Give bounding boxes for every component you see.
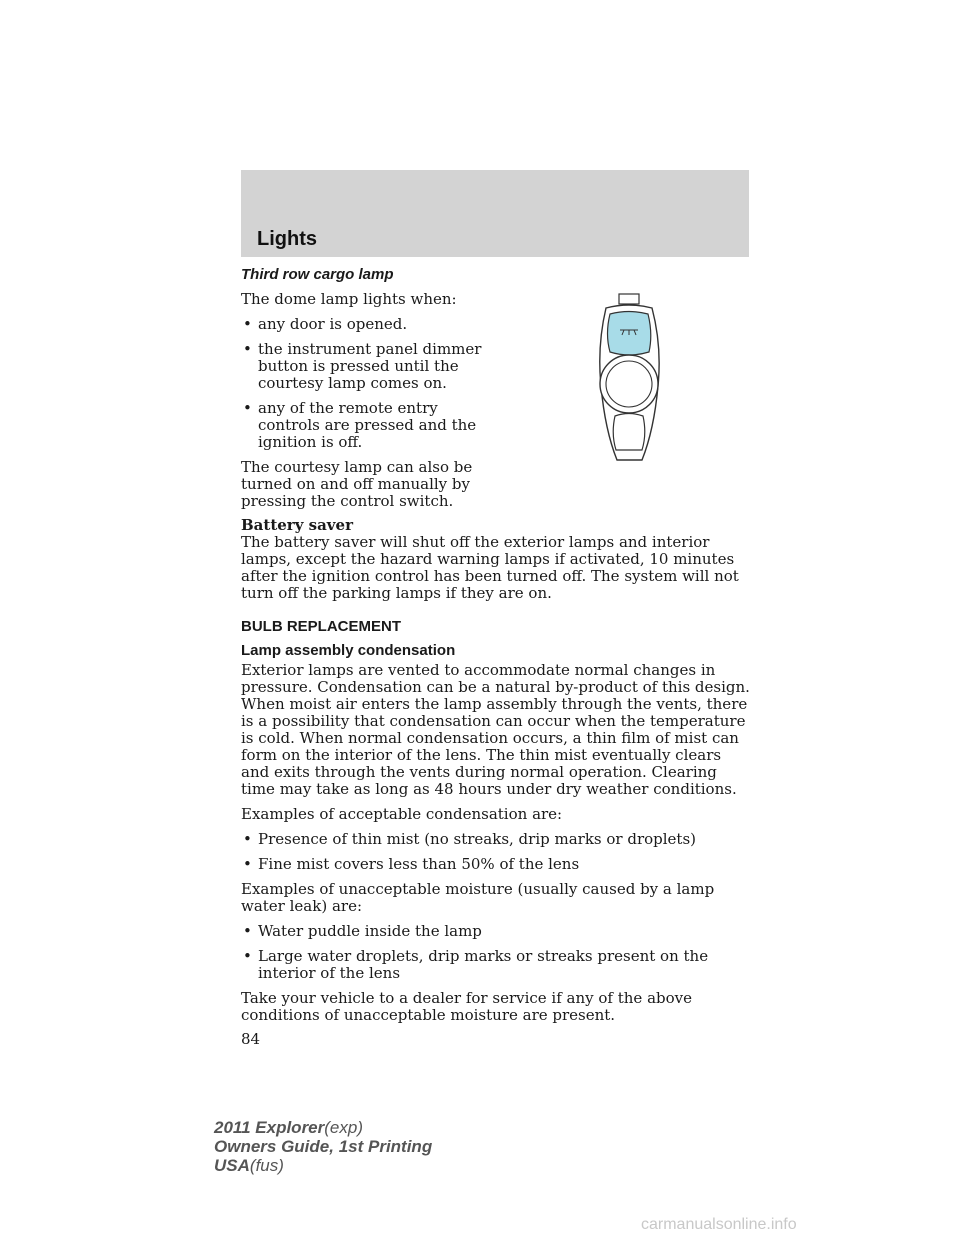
list-item: • Water puddle inside the lamp: [241, 923, 751, 940]
manual-note: The courtesy lamp can also be turned on and off manually by pressing the control switch.: [241, 458, 473, 510]
document-footer: [214, 1118, 432, 1175]
battery-saver-heading: Battery saver: [241, 516, 353, 534]
unacceptable-intro: Examples of unacceptable moisture (usually caused by a lamp water leak) are:: [241, 880, 715, 915]
acceptable-intro: Examples of acceptable condensation are:: [241, 805, 563, 823]
unacceptable-list: [241, 923, 751, 982]
watermark: carmanualsonline.info: [641, 1216, 797, 1233]
footer-model: 2011 Explorer: [214, 1118, 325, 1137]
third-row-text: [241, 291, 491, 510]
battery-saver-body: The battery saver will shut off the exterior lamps and interior lamps, except the hazard warning lamps if activated, 10 minutes after the ignition control has been turned off. The system will not turn off the parking lamps if they are on.: [241, 533, 739, 602]
acceptable-list: [241, 831, 751, 873]
section-title: Lights: [257, 228, 317, 250]
list-item: • Large water droplets, drip marks or streaks present on the interior of the lens: [241, 948, 751, 982]
list-item: • Presence of thin mist (no streaks, drip marks or droplets): [241, 831, 751, 848]
list-item: • Fine mist covers less than 50% of the lens: [241, 856, 751, 873]
section-header-band: [241, 170, 749, 257]
dome-lamp-list: [241, 316, 491, 451]
footer-market-code: (fus): [249, 1156, 284, 1175]
closing-note: Take your vehicle to a dealer for service if any of the above conditions of unacceptable moisture are present.: [241, 989, 693, 1024]
footer-model-code: (exp): [324, 1118, 363, 1137]
list-item: • the instrument panel dimmer button is pressed until the courtesy lamp comes on.: [241, 341, 491, 392]
footer-market: USA: [214, 1156, 250, 1175]
condensation-heading: Lamp assembly condensation: [241, 642, 456, 659]
condensation-body: Exterior lamps are vented to accommodate normal changes in pressure. Condensation can be a natural by-product of this design. When moist air enters the lamp assembly through the vents, there is a possibility that condensation can occur when the temperature is cold. When normal condensation occurs, a thin film of mist can form on the interior of the lens. The thin mist eventually clears and exits through the vents during normal operation. Clearing time may take as long as 48 hours under dry weather conditions.: [241, 661, 750, 798]
list-item: • any door is opened.: [241, 316, 491, 333]
list-item: • any of the remote entry controls are pressed and the ignition is off.: [241, 400, 491, 451]
page-content: [241, 266, 751, 1056]
third-row-intro: The dome lamp lights when:: [241, 290, 457, 308]
bulb-replacement-heading: BULB REPLACEMENT: [241, 618, 401, 635]
page-number: 84: [241, 1030, 261, 1048]
footer-edition: Owners Guide, 1st Printing: [214, 1137, 433, 1156]
third-row-heading: Third row cargo lamp: [241, 266, 394, 283]
